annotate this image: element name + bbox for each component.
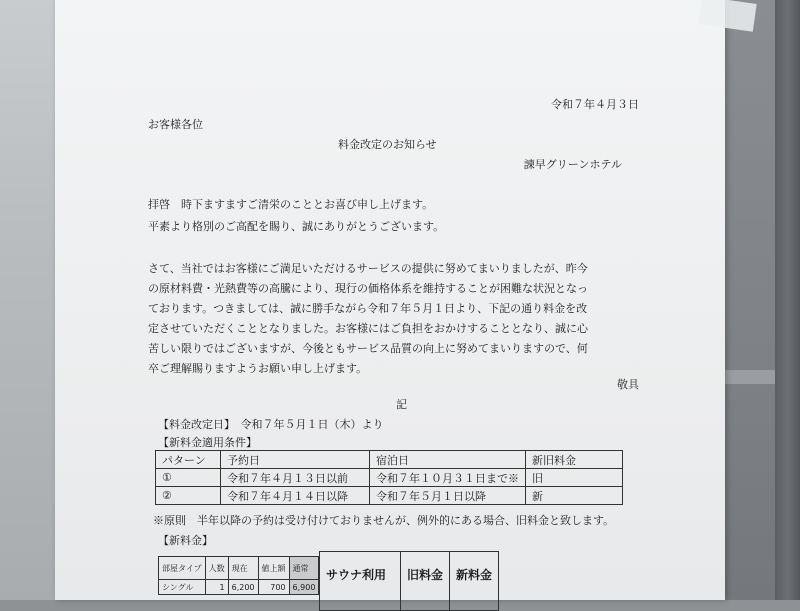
- body-line: 卒ご理解賜りますようお願い申し上げます。: [148, 362, 368, 375]
- ki-heading: 記: [396, 398, 407, 411]
- table-header-cell: 値上額: [258, 557, 289, 580]
- greeting-line: 平素より格別のご高配を賜り、誠にありがとうございます。: [148, 220, 445, 233]
- table-row: [156, 487, 623, 505]
- table-cell: 令和７年４月１３日以前: [221, 469, 370, 487]
- table-cell: ①: [156, 469, 221, 487]
- table-cell: 新: [526, 487, 623, 505]
- body-line: 定させていただくこととなりました。お客様にはご負担をおかけすることとなり、誠に心: [148, 322, 588, 335]
- table-cell: 6,200: [228, 580, 258, 595]
- conditions-table: [155, 450, 623, 505]
- table-cell: 旧: [526, 469, 623, 487]
- new-rate-title: 【新料金】: [158, 534, 213, 547]
- table-header-cell: 現在: [228, 557, 258, 580]
- notice-date: 令和７年４月３日: [551, 98, 639, 111]
- table-header-cell: 新料金: [450, 552, 499, 611]
- notice-paper: [55, 0, 725, 600]
- table-cell: ②: [156, 487, 221, 505]
- table-header-row: [320, 552, 499, 611]
- body-line: の原材料費・光熱費等の高騰により、現行の価格体系を維持することが困難な状況となっ: [148, 282, 588, 295]
- window-frame-rail: [775, 0, 800, 600]
- body-line: ております。つきましては、誠に勝手ながら令和７年５月１日より、下記の通り料金を改: [148, 302, 588, 315]
- table-header-cell: 予約日: [221, 451, 370, 469]
- room-rate-table: [158, 556, 319, 595]
- table-header-cell: サウナ利用: [320, 552, 401, 611]
- table-cell: 6,900: [289, 580, 319, 595]
- table-row: [159, 580, 319, 595]
- body-line: さて、当社ではお客様にご満足いただけるサービスの提供に努めてまいりましたが、昨今: [148, 262, 588, 275]
- table-header-row: [156, 451, 623, 469]
- table-cell: 1: [205, 580, 228, 595]
- body-line: 苦しい限りではございますが、今後ともサービス品質の向上に努めてまいりますので、何: [148, 342, 588, 355]
- table-header-cell: パターン: [156, 451, 221, 469]
- table-header-cell: 人数: [205, 557, 228, 580]
- table-cell: 700: [258, 580, 289, 595]
- table-row: [156, 469, 623, 487]
- table-cell: シングル: [159, 580, 206, 595]
- notice-title: 料金改定のお知らせ: [338, 138, 437, 151]
- sauna-rate-table: [319, 551, 499, 611]
- closing-word: 敬具: [617, 378, 639, 391]
- table-cell: 令和７年４月１４日以降: [221, 487, 370, 505]
- effective-date: 【料金改定日】 令和７年５月１日（木）より: [158, 418, 384, 431]
- table-cell: 令和７年１０月３１日まで※: [370, 469, 526, 487]
- table-cell: 令和７年５月１日以降: [370, 487, 526, 505]
- footnote: ※原則 半年以降の予約は受け付けておりませんが、例外的にある場合、旧料金と致します。: [153, 514, 615, 527]
- table-header-cell: 部屋タイプ: [159, 557, 206, 580]
- conditions-title: 【新料金適用条件】: [158, 436, 257, 449]
- sender-name: 諫早グリーンホテル: [523, 158, 622, 171]
- table-header-cell: 新旧料金: [526, 451, 623, 469]
- addressee: お客様各位: [148, 118, 203, 131]
- table-header-cell: 旧料金: [401, 552, 450, 611]
- table-header-row: [159, 557, 319, 580]
- table-header-cell: 通常: [289, 557, 319, 580]
- table-header-cell: 宿泊日: [370, 451, 526, 469]
- greeting-line: 拝啓 時下ますますご清栄のこととお喜び申し上げます。: [148, 198, 434, 211]
